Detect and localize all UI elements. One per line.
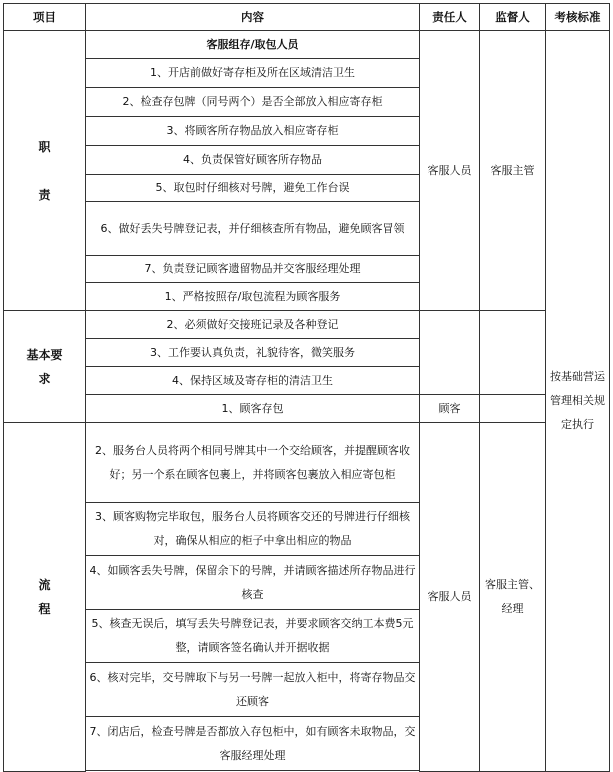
duties-subtitle: 客服组存/取包人员	[86, 31, 420, 59]
basic-item: 1、严格按照存/取包流程为顾客服务	[86, 283, 420, 311]
empty-cell	[480, 395, 546, 423]
empty-cell	[420, 311, 480, 395]
empty-cell	[480, 311, 546, 395]
duty-item: 2、检查存包牌（同号两个）是否全部放入相应寄存柜	[86, 88, 420, 117]
basic-item: 4、保持区域及寄存柜的清洁卫生	[86, 367, 420, 395]
table-row	[4, 423, 610, 503]
section-label-line: 职	[38, 139, 51, 154]
process-item: 2、服务台人员将两个相同号牌其中一个交给顾客，并提醒顾客收好；另一个系在顾客包裹上，并将顾客包裹放入相应寄包柜	[86, 423, 420, 503]
duty-item: 3、将顾客所存物品放入相应寄存柜	[86, 117, 420, 146]
duty-item: 5、取包时仔细核对号牌，避免工作台误	[86, 175, 420, 202]
section-label-line: 程	[38, 601, 51, 616]
assessment-standard: 按基础营运管理相关规定执行	[546, 31, 610, 772]
table-row	[4, 311, 610, 339]
section-label-process	[4, 423, 86, 772]
table-row	[4, 31, 610, 59]
header-item: 项目	[4, 4, 86, 31]
process-item: 3、顾客购物完毕取包，服务台人员将顾客交还的号牌进行仔细核对，确保从相应的柜子中拿出相应的物品	[86, 503, 420, 556]
section-label-line: 责	[38, 187, 51, 202]
section-label-basics	[4, 311, 86, 423]
process-item: 6、核对完毕，交号牌取下与另一号牌一起放入柜中，将寄存物品交还顾客	[86, 663, 420, 717]
section-label-line: 求	[38, 371, 51, 386]
duty-item: 4、负责保管好顾客所存物品	[86, 146, 420, 175]
duties-responsible: 客服人员	[420, 31, 480, 311]
process-first-responsible: 顾客	[420, 395, 480, 423]
process-item: 5、核查无误后，填写丢失号牌登记表，并要求顾客交纳工本费5元整，请顾客签名确认并开据收据	[86, 610, 420, 663]
duty-item: 7、负责登记顾客遗留物品并交客服经理处理	[86, 256, 420, 283]
section-label-line: 流	[38, 577, 51, 592]
header-responsible: 责任人	[420, 4, 480, 31]
table-row	[4, 395, 610, 423]
header-row	[4, 4, 610, 31]
duty-item: 1、开店前做好寄存柜及所在区域清洁卫生	[86, 59, 420, 88]
section-label-line: 基本要	[26, 347, 63, 362]
process-responsible: 客服人员	[420, 423, 480, 772]
process-item: 1、顾客存包	[86, 395, 420, 423]
header-supervisor: 监督人	[480, 4, 546, 31]
basic-item: 2、必须做好交接班记录及各种登记	[86, 311, 420, 339]
duty-item: 6、做好丢失号牌登记表，并仔细核查所有物品，避免顾客冒领	[86, 202, 420, 256]
header-content: 内容	[86, 4, 420, 31]
duties-supervisor: 客服主管	[480, 31, 546, 311]
process-item: 7、闭店后，检查号牌是否都放入存包柜中，如有顾客未取物品，交客服经理处理	[86, 717, 420, 771]
spacer-cell	[86, 771, 420, 772]
process-supervisor: 客服主管、经理	[480, 423, 546, 772]
process-item: 4、如顾客丢失号牌，保留余下的号牌，并请顾客描述所存物品进行核查	[86, 556, 420, 610]
responsibility-table	[3, 3, 610, 772]
header-standard: 考核标准	[546, 4, 610, 31]
section-label-duties	[4, 31, 86, 311]
basic-item: 3、工作要认真负责，礼貌待客，微笑服务	[86, 339, 420, 367]
